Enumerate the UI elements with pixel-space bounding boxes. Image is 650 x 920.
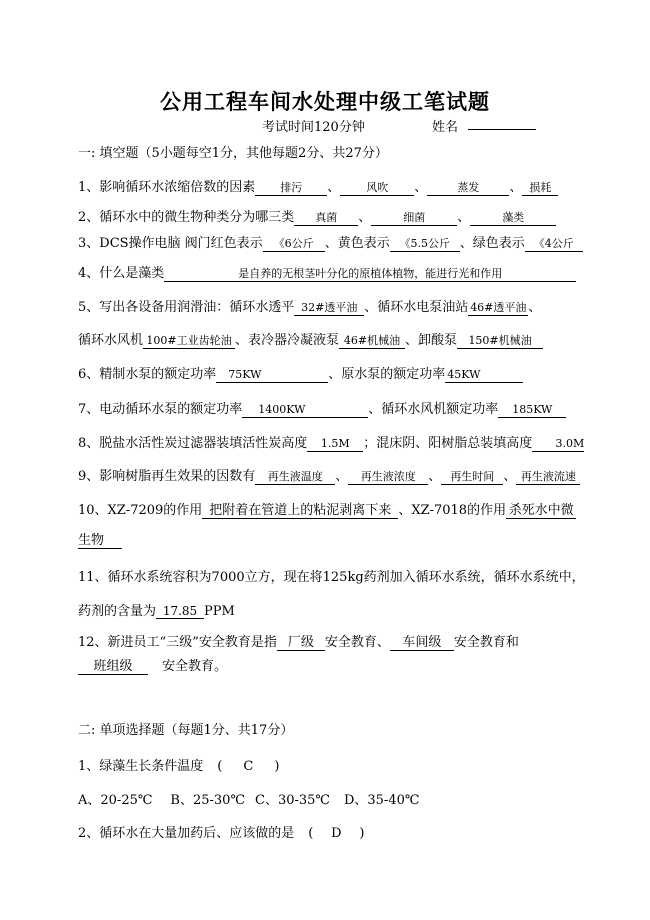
q5b-answer-2: 46#机械油 — [339, 334, 405, 349]
q12-answer-1: 厂级 — [277, 636, 325, 651]
c1-answer: C — [243, 759, 254, 774]
q10-answer-1: 把附着在管道上的粘泥剥离下来 — [202, 504, 398, 519]
question-10: 10、XZ-7209的作用 把附着在管道上的粘泥剥离下来 、XZ-7018的作用 杀死水中微 — [78, 499, 576, 519]
q12-answer-3: 班组级 — [78, 660, 148, 675]
q9-answer-3: 再生时间 — [441, 470, 503, 485]
q10-answer-3: 生物 — [78, 534, 122, 549]
q2-answer-3: 藻类 — [470, 211, 556, 226]
q1-answer-4: 损耗 — [522, 181, 558, 196]
c1-option-b: B、25-30℃ — [170, 793, 245, 808]
q6-answer-2: 45KW — [445, 368, 523, 383]
question-2: 2、循环水中的微生物种类分为哪三类 真菌 、 细菌 、 藻类 — [78, 206, 556, 226]
q3-answer-2: 《5.5公斤 — [390, 237, 460, 252]
q1-answer-2: 风吹 — [340, 181, 414, 196]
section2-heading: 二: 单项选择题（每题1分、共17分） — [78, 723, 294, 738]
question-12: 12、新进员工“三级”安全教育是指 厂级 安全教育、 车间级 安全教育和 — [78, 635, 519, 650]
c1-option-d: D、35-40℃ — [343, 793, 420, 808]
choice-1: 1、绿藻生长条件温度 ( C ) — [78, 759, 280, 774]
question-6: 6、精制水泵的额定功率 75KW 、原水泵的额定功率 45KW — [78, 363, 523, 383]
q3-answer-1: 《6公斤 — [263, 237, 325, 252]
c2-answer: D — [331, 826, 342, 841]
name-label: 姓名 — [432, 120, 459, 135]
section1-heading: 一: 填空题（5小题每空1分，其他每题2分、共27分） — [78, 146, 388, 161]
question-10-cont — [78, 533, 122, 549]
question-7: 7、电动循环水泵的额定功率 1400KW 、循环水风机额定功率 185KW — [78, 398, 566, 418]
c1-option-a: A、20-25℃ — [78, 793, 153, 808]
question-1: 1、影响循环水浓缩倍数的因素 排污 、 风吹 、 蒸发 、 损耗 — [78, 176, 558, 196]
q9-answer-4: 再生液流速 — [516, 470, 580, 485]
question-5b: 循环水风机 100#工业齿轮油 、表冷器冷凝液泵 46#机械油 、卸酸泵 150#机械油 — [78, 329, 543, 349]
q5-answer-2: 46#透平油 — [470, 301, 527, 314]
choice-1-options — [78, 789, 419, 808]
exam-time: 考试时间120分钟 — [262, 120, 365, 135]
page-title: 公用工程车间水处理中级工笔试题 — [160, 89, 490, 114]
q8-answer-2: 3.0M — [532, 437, 584, 452]
q1-answer-3: 蒸发 — [427, 181, 509, 196]
q9-answer-2: 再生液浓度 — [348, 470, 428, 485]
name-blank[interactable] — [468, 129, 536, 130]
q8-answer-1: 1.5M — [307, 437, 363, 452]
q7-answer-2: 185KW — [498, 403, 566, 418]
question-4: 4、什么是藻类 是自养的无根茎叶分化的原植体植物，能进行光和作用 — [78, 262, 576, 282]
question-5: 5、写出各设备用润滑油：循环水透平 32#透平油 、循环水电泵油站 46#透平油 、 — [78, 300, 542, 315]
question-11: 11、循环水系统容积为7000立方，现在将125kg药剂加入循环水系统，循环水系统中， — [78, 570, 585, 585]
question-11-cont: 药剂的含量为 17.85 PPM — [78, 604, 235, 619]
question-8: 8、脱盐水活性炭过滤器装填活性炭高度 1.5M ；混床阴、阳树脂总装填高度 3.0M — [78, 436, 585, 451]
q9-answer-1: 再生液温度 — [255, 470, 335, 485]
q3-answer-3: 《4公斤 — [525, 237, 583, 252]
q6-answer-1: 75KW — [216, 368, 328, 383]
q5b-answer-3: 150#机械油 — [457, 334, 543, 349]
choice-2: 2、循环水在大量加药后、应该做的是 ( D ) — [78, 826, 365, 841]
q2-answer-2: 细菌 — [371, 211, 457, 226]
question-9: 9、影响树脂再生效果的因数有 再生液温度 、 再生液浓度 、 再生时间 、 再生液流速 — [78, 465, 580, 485]
question-3: 3、DCS操作电脑 阀门红色表示 《6公斤 、黄色表示 《5.5公斤 、绿色表示 《4公斤 — [78, 232, 583, 252]
q1-answer-1: 排污 — [255, 181, 327, 196]
q4-answer-1: 是自养的无根茎叶分化的原植体植物，能进行光和作用 — [164, 267, 576, 282]
q5b-answer-1: 100#工业齿轮油 — [143, 334, 235, 349]
q2-answer-1: 真菌 — [294, 211, 358, 226]
q11-answer-1: 17.85 — [156, 604, 204, 619]
c1-option-c: C、30-35℃ — [255, 793, 330, 808]
q10-answer-2: 杀死水中微 — [506, 504, 576, 519]
question-12-cont: 班组级 安全教育。 — [78, 655, 227, 675]
q5-answer-1: 32#透平油 — [294, 301, 364, 316]
q12-answer-2: 车间级 — [390, 636, 454, 651]
q7-answer-1: 1400KW — [242, 403, 368, 418]
